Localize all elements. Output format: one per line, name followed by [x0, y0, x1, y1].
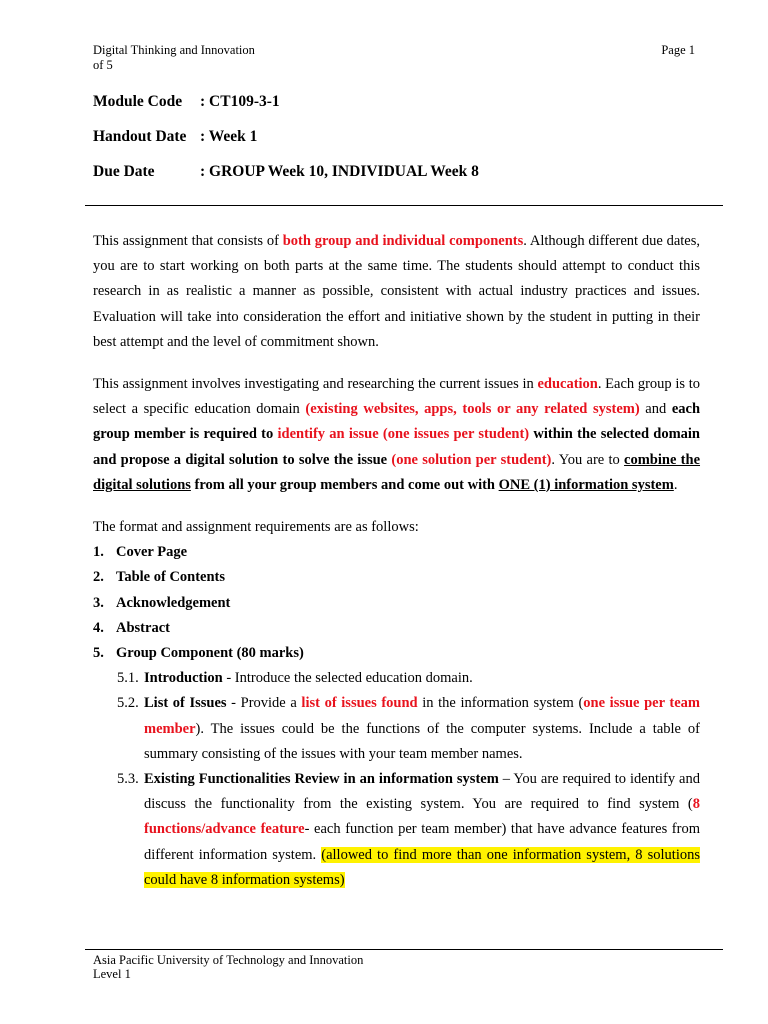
list-number: 1.: [93, 544, 104, 561]
subsection-number: 5.1.: [117, 670, 139, 687]
handout-date-value: : Week 1: [200, 128, 258, 145]
bold-text: each group member is required to: [93, 401, 701, 443]
subsection-number: 5.3.: [117, 771, 139, 788]
list-label: Acknowledgement: [116, 594, 231, 611]
page-header: [93, 43, 255, 73]
text-run: .: [673, 476, 678, 493]
module-code-label: Module Code: [93, 93, 183, 110]
list-label: Group Component (80 marks): [116, 645, 304, 662]
subsection-list-of-issues: [93, 691, 700, 767]
highlighted-yellow-text: (allowed to find more than one information system, 8 solutions could have 8 information systems): [144, 846, 700, 888]
intro-paragraph: [93, 229, 700, 355]
text-run: - each function per team member) that have advance features from different information system.: [144, 821, 700, 863]
document-body: [93, 229, 700, 893]
list-number: 5.: [93, 645, 104, 662]
text-run: This assignment that consists of: [93, 233, 283, 249]
university-name: Asia Pacific University of Technology and Innovation: [93, 953, 364, 967]
due-date-row: [93, 162, 479, 182]
text-run: - Introduce the selected education domain.: [222, 670, 473, 687]
list-item-abstract: [93, 616, 700, 641]
list-item-group-component: [93, 641, 700, 666]
course-title: Digital Thinking and Innovation: [93, 43, 255, 57]
footer-divider: [85, 949, 723, 950]
list-label: Cover Page: [116, 544, 187, 561]
text-run: ). The issues could be the functions of the computer systems. Include a table of summary consisting of the issues with your team member names.: [144, 720, 700, 762]
bold-text: within the selected domain and propose a digital solution to solve the issue: [93, 426, 700, 468]
page-number: Page 1: [661, 43, 695, 57]
text-run: - Provide a: [226, 695, 302, 712]
text-run: . Each group is to select a specific education domain: [93, 376, 701, 418]
list-item-table-of-contents: [93, 565, 700, 590]
header-divider: [85, 205, 723, 206]
text-run: This assignment involves investigating and researching the current issues in: [93, 376, 538, 393]
highlight-red-text: education: [537, 376, 598, 393]
highlight-red-text: both group and individual components: [282, 233, 524, 249]
format-intro: The format and assignment requirements are as follows:: [93, 519, 419, 536]
module-code-value: : CT109-3-1: [200, 93, 280, 110]
highlight-red-text: list of issues found: [301, 695, 418, 712]
due-date-value: : GROUP Week 10, INDIVIDUAL Week 8: [200, 163, 479, 180]
list-item-cover-page: [93, 540, 700, 565]
handout-date-label: Handout Date: [93, 128, 187, 145]
due-date-label: Due Date: [93, 163, 155, 180]
bold-underline-text: combine the digital solutions: [93, 451, 701, 493]
list-number: 4.: [93, 619, 104, 636]
text-run: in the information system (: [417, 695, 584, 712]
bold-text: List of Issues: [144, 695, 227, 712]
handout-date-row: [93, 127, 257, 147]
subsection-existing-functionalities: [93, 767, 700, 893]
list-item-acknowledgement: [93, 591, 700, 616]
bold-underline-text: ONE (1) information system: [498, 476, 674, 493]
page-of-total: of 5: [93, 58, 113, 72]
highlight-red-text: (one solution per student): [391, 451, 552, 468]
bold-text: Introduction: [144, 670, 223, 687]
assignment-paragraph: [93, 372, 700, 498]
module-code-row: [93, 92, 280, 112]
text-run: – You are required to identify and discuss the functionality from the existing system. You are required to find system (: [144, 771, 700, 813]
text-run: . Although different due dates, you are to start working on both parts at the same time. The students should attempt to conduct this research in as realistic a manner as possible, consistent with actual industry practices and issues. Evaluation will take into consideration the effort and initiative shown by the student in putting in their best attempt and the level of commitment shown.: [93, 233, 700, 350]
list-label: Abstract: [116, 619, 170, 636]
bold-text: Existing Functionalities Review in an information system: [144, 771, 499, 788]
text-run: and: [639, 401, 672, 418]
highlight-red-text: (existing websites, apps, tools or any related system): [305, 401, 640, 418]
text-run: . You are to: [551, 451, 625, 468]
subsection-introduction: [93, 666, 700, 691]
level-label: Level 1: [93, 967, 131, 981]
subsection-number: 5.2.: [117, 695, 139, 712]
page-footer: [93, 953, 363, 981]
highlight-red-text: 8 functions/advance feature: [144, 796, 700, 838]
highlight-red-text: identify an issue (one issues per student): [277, 426, 530, 443]
list-label: Table of Contents: [116, 569, 226, 586]
list-number: 3.: [93, 594, 104, 611]
list-number: 2.: [93, 569, 104, 586]
bold-text: from all your group members and come out with: [190, 476, 499, 493]
highlight-red-text: one issue per team member: [144, 695, 700, 737]
